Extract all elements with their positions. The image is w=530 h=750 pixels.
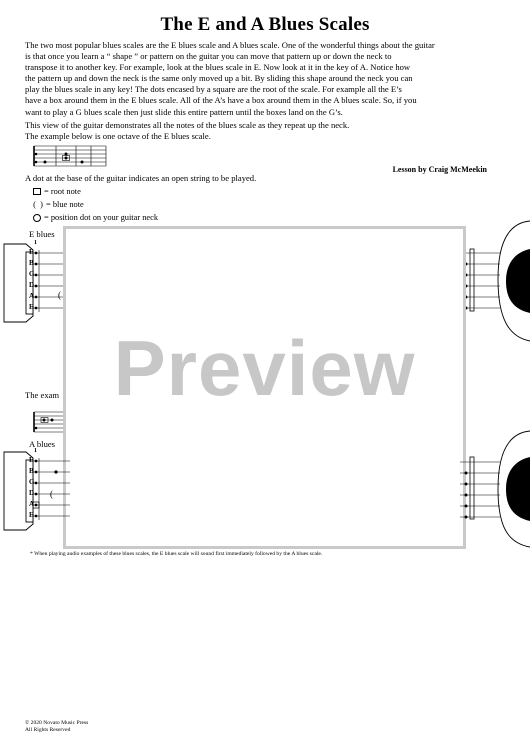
intro-line: transpose it to another key. For example, look at the blues scale in E. Now look at it in the key of A. Notice how [25, 62, 411, 73]
footnote: * When playing audio examples of these blues scales, the E blues scale will sound first immediately followed by the A blues scale. [30, 551, 323, 557]
intro-line: play the blues scale in any key! The dots encased by a square are the root of the scale. For example all the E’s [25, 84, 402, 95]
string-names-e: E B G D A E [29, 248, 35, 311]
intro-line: have a box around them in the E blues scale. All of the A’s have a box around them in the A blues scale. So, if you [25, 95, 417, 106]
e-blues-headstock [0, 238, 70, 328]
string-names-a: E B G D A E [29, 456, 35, 519]
intro-line: The two most popular blues scales are the E blues scale and A blues scale. One of the wonderful things about the guitar [25, 40, 435, 50]
view-paragraph [25, 120, 349, 142]
e-blues-guitar-body [460, 213, 530, 348]
intro-line: is that once you learn a “ shape ” or pattern on the guitar you can move that pattern up or down the neck to [25, 51, 392, 62]
fret-number: 1 [34, 448, 37, 454]
legend-position-dot: = position dot on your guitar neck [33, 211, 158, 224]
legend-root-note: = root note [33, 185, 158, 198]
copyright: © 2020 Novato Music Press All Rights Reserved [25, 720, 89, 733]
view-line: The example below is one octave of the E blues scale. [25, 131, 211, 142]
intro-paragraph [25, 40, 435, 118]
svg-text:(: ( [58, 290, 61, 300]
legend-blue-note: ( ) = blue note [33, 200, 84, 209]
parenthesis-icon: ( ) [33, 200, 43, 209]
legend [33, 185, 158, 224]
a-blues-guitar-body [460, 423, 530, 553]
svg-text:(: ( [50, 489, 53, 499]
fret-number: 1 [34, 240, 37, 246]
a-blues-label: A blues [29, 439, 56, 449]
page-title: The E and A Blues Scales [160, 14, 370, 35]
view-line: This view of the guitar demonstrates all the notes of the blues scale as they repeat up the neck. [25, 120, 350, 130]
square-icon [33, 188, 41, 195]
octave-example-diagram [30, 143, 110, 167]
e-blues-label: E blues [29, 229, 55, 239]
intro-line: want to play a G blues scale then just slide this entire pattern until the boxes land on the G’s. [25, 106, 343, 117]
a-octave-example-diagram [30, 409, 63, 433]
author-credit: Lesson by Craig McMeekin [392, 165, 487, 174]
intro-line: the pattern up and down the neck is the same only moved up a bit. By sliding this shape around the neck you can [25, 73, 413, 84]
example-partial-text: The exam [25, 390, 60, 400]
preview-watermark: Preview [113, 324, 416, 412]
circle-icon [33, 214, 41, 222]
open-string-note: A dot at the base of the guitar indicates an open string to be played. [25, 173, 257, 183]
a-blues-headstock [0, 446, 70, 536]
